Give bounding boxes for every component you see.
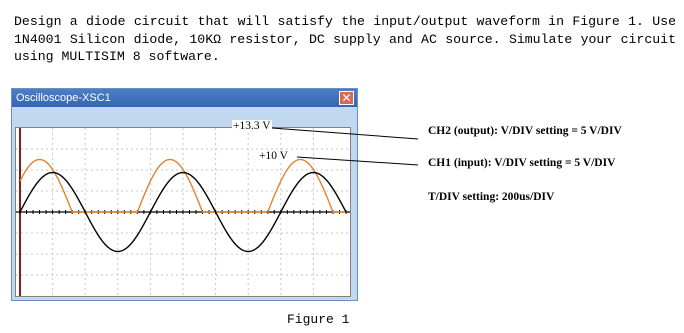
close-button[interactable] [339,91,354,105]
oscilloscope-window[interactable] [11,88,358,301]
tdiv-setting-label: T/DIV setting: 200us/DIV [428,191,555,203]
output-peak-marker: +13.3 V [233,120,271,132]
input-peak-marker: +10 V [259,150,288,162]
figure-caption: Figure 1 [287,312,350,327]
window-title: Oscilloscope-XSC1 [16,92,111,104]
waveform-plot [16,128,350,296]
problem-statement: Design a diode circuit that will satisfy the input/output waveform in Figure 1. Use 1N4001 Silicon diode, 10KΩ resistor, DC supply and AC source. Simulate your circuit using MULTISIM 8 software. [14,14,676,64]
ch1-setting-label: CH1 (input): V/DIV setting = 5 V/DIV [428,157,616,169]
window-titlebar[interactable] [12,89,357,107]
close-icon: ✕ [341,91,352,105]
oscilloscope-screen [15,127,351,297]
ch2-setting-label: CH2 (output): V/DIV setting = 5 V/DIV [428,125,622,137]
